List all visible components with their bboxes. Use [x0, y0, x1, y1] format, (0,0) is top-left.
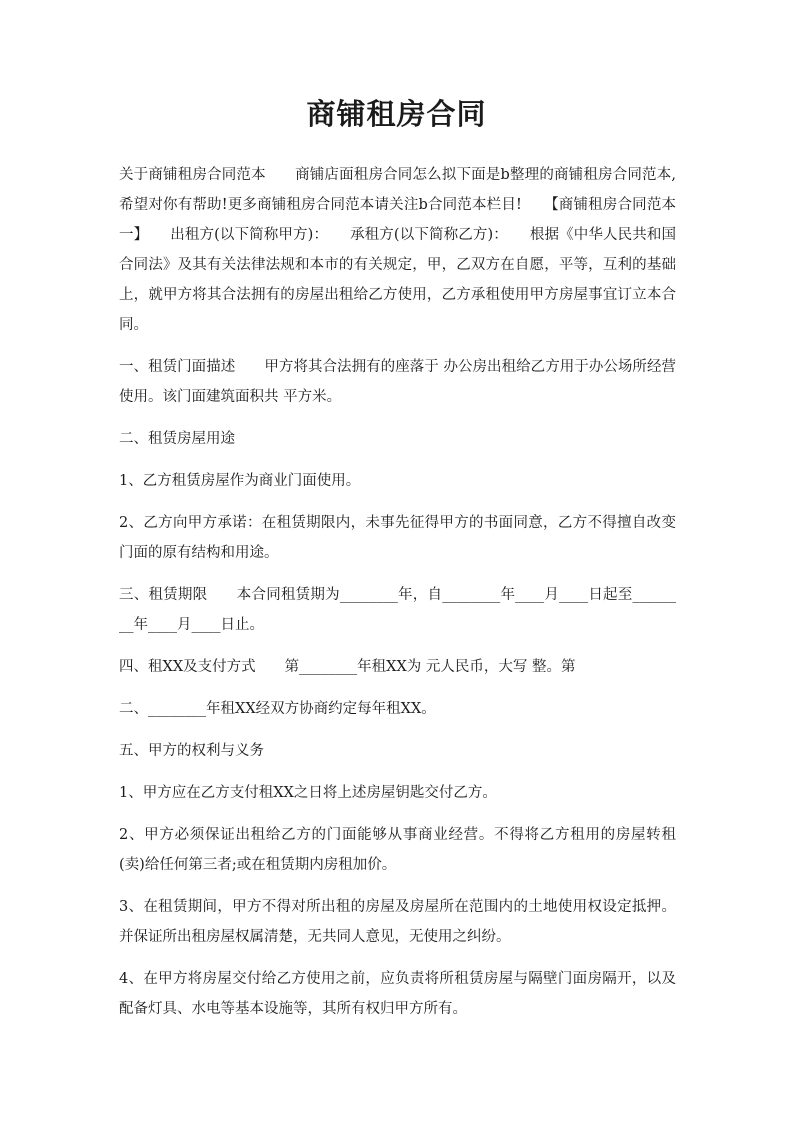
document-body [119, 160, 676, 1036]
section-5-item-3: 3、在租赁期间，甲方不得对所出租的房屋及房屋所在范围内的土地使用权设定抵押。并保证所出租房屋权属清楚，无共同人意见，无使用之纠纷。 [119, 899, 676, 945]
section-4-continued: 二、________年租XX经双方协商约定每年租XX。 [119, 701, 436, 717]
section-4-paragraph: 四、租XX及支付方式 第________年租XX为 元人民币，大写 整。第 [119, 659, 576, 675]
section-5-item-4: 4、在甲方将房屋交付给乙方使用之前，应负责将所租赁房屋与隔壁门面房隔开，以及配备灯具、水电等基本设施等，其所有权归甲方所有。 [119, 971, 676, 1017]
section-1-paragraph: 一、租赁门面描述 甲方将其合法拥有的座落于 办公房出租给乙方用于办公场所经营使用。该门面建筑面积共 平方米。 [119, 359, 676, 405]
document-title: 商铺租房合同 [306, 97, 487, 131]
intro-paragraph: 关于商铺租房合同范本 商铺店面租房合同怎么拟下面是b整理的商铺租房合同范本,希望对你有帮助!更多商铺租房合同范本请关注b合同范本栏目! 【商铺租房合同范本一】 出租方(以下简称甲方)： 承租方(以下简称乙方)： 根据《中华人民共和国合同法》及其有关法律法规和本市的有关规定，甲，乙双方在自愿，平等，互利的基础上，就甲方将其合法拥有的房屋出租给乙方使用，乙方承租使用甲方房屋事宜订立本合同。 [119, 167, 676, 333]
section-5-item-2: 2、甲方必须保证出租给乙方的门面能够从事商业经营。不得将乙方租用的房屋转租(卖)给任何第三者;或在租赁期内房租加价。 [119, 827, 676, 873]
section-2-heading: 二、租赁房屋用途 [119, 431, 235, 447]
section-2-item-1: 1、乙方租赁房屋作为商业门面使用。 [119, 473, 361, 489]
section-2-item-2: 2、乙方向甲方承诺：在租赁期限内，未事先征得甲方的书面同意，乙方不得擅自改变门面的原有结构和用途。 [119, 515, 676, 561]
section-5-heading: 五、甲方的权利与义务 [119, 743, 264, 759]
section-5-item-1: 1、甲方应在乙方支付租XX之日将上述房屋钥匙交付乙方。 [119, 785, 497, 801]
section-3-paragraph: 三、租赁期限 本合同租赁期为________年，自________年____月____日起至________年____月____日止。 [119, 587, 676, 633]
